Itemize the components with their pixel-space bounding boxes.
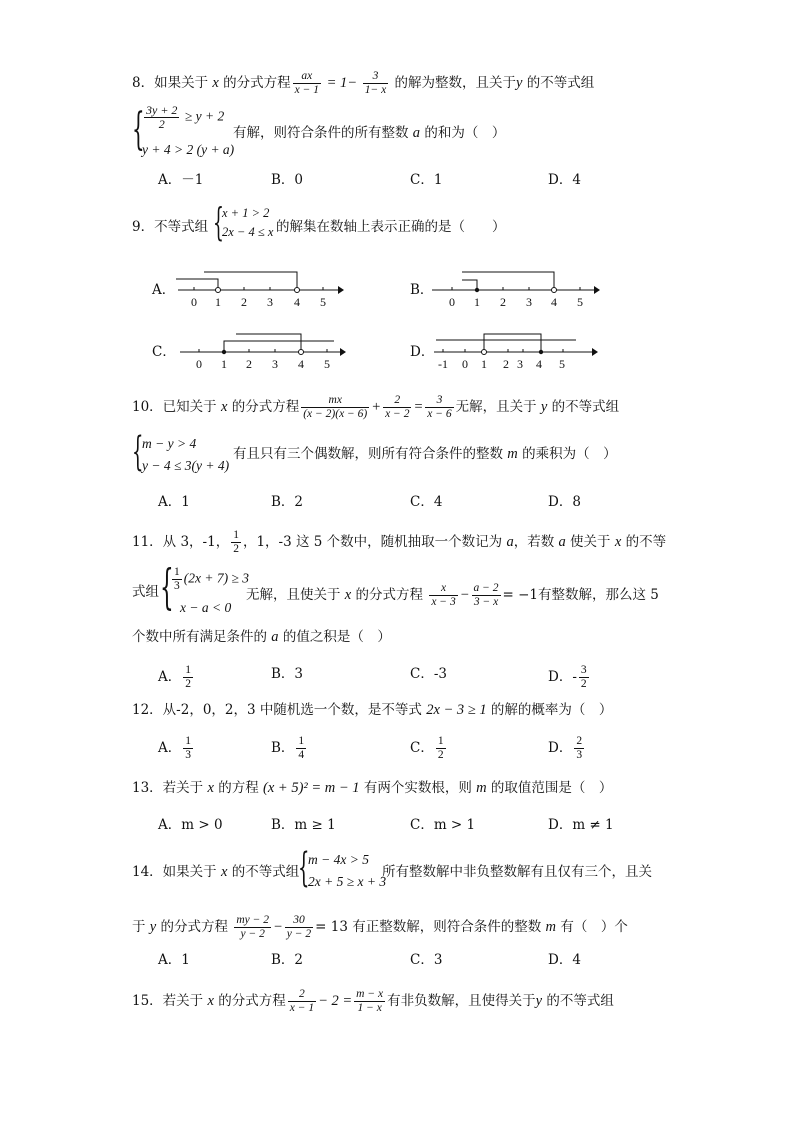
- q11-text: 的不等: [621, 534, 667, 550]
- q11-option-c[interactable]: C．-3: [410, 666, 447, 682]
- q8-text: 的解为整数，且关于: [390, 75, 516, 91]
- var-x: x: [212, 75, 219, 91]
- q12-text: 12．从-2，0，2，3 中随机选一个数，是不等式: [132, 702, 427, 718]
- q14-stem: [132, 862, 299, 882]
- fraction: [183, 664, 193, 691]
- option-label: B．: [271, 740, 295, 756]
- denominator: 2: [437, 749, 444, 761]
- q8-text: 有解，则符合条件的所有整数: [233, 125, 413, 141]
- q8-text: 的不等式组: [522, 75, 595, 91]
- fraction: [234, 914, 271, 941]
- q8-option-b[interactable]: B．0: [271, 172, 304, 188]
- var-x: x: [207, 780, 214, 796]
- operator: −: [459, 587, 470, 603]
- q12-text: 的解的概率为（ ）: [486, 702, 613, 718]
- tick-label: 2: [246, 357, 252, 371]
- tick-label: 3: [517, 357, 523, 371]
- var-x: x: [344, 587, 352, 603]
- denominator: x − 6: [427, 408, 452, 420]
- tick-label: 4: [551, 295, 557, 309]
- q11-text: 11．从 3，-1，: [132, 534, 230, 550]
- q9-option-d-label[interactable]: D．: [410, 344, 435, 360]
- tick-label: 4: [536, 357, 542, 371]
- tick-label: 1: [481, 357, 487, 371]
- denominator: 3: [185, 749, 191, 761]
- q8-text: 的分式方程: [218, 75, 291, 91]
- q11-text: = −1有整数解，那么这 5: [502, 587, 659, 603]
- denominator: 2: [580, 678, 587, 690]
- q8-option-d[interactable]: D．4: [548, 172, 581, 188]
- tick-label: 0: [449, 295, 455, 309]
- tick-label: 2: [503, 357, 509, 371]
- q8-stem: [132, 70, 594, 97]
- option-label: A．: [158, 669, 182, 685]
- tick-label: 5: [559, 357, 565, 371]
- q11-line2-prefix: 式组: [132, 584, 159, 600]
- tick-label: 3: [267, 295, 273, 309]
- q10-text: 的不等式组: [547, 399, 620, 415]
- fraction: [383, 394, 411, 421]
- q10-option-a[interactable]: A．1: [158, 494, 190, 510]
- q10-system-line-1: m − y > 4: [142, 436, 197, 451]
- q10-option-b[interactable]: B．2: [271, 494, 304, 510]
- q10-stem: [132, 394, 619, 421]
- q9-number-line-b[interactable]: [428, 262, 603, 312]
- tick-label: -1: [438, 357, 448, 371]
- q9-number-line-a[interactable]: [170, 262, 345, 312]
- numerator: a − 2: [473, 582, 499, 594]
- q14-text: 有（ ）个: [556, 919, 628, 935]
- tick-label: 1: [215, 295, 221, 309]
- denominator: 3: [174, 580, 180, 592]
- q15-text: 有非负数解，且使得关于: [387, 993, 536, 1009]
- denominator: y − 2: [286, 928, 312, 940]
- tick-label: 0: [462, 357, 468, 371]
- operator: +: [371, 399, 382, 415]
- var-m: m: [507, 446, 518, 462]
- q11-text: ，1，-3 这 5 个数中，随机抽取一个数记为: [242, 534, 507, 550]
- q11-option-d[interactable]: [548, 664, 591, 691]
- numerator: 3y + 2: [146, 103, 178, 117]
- q12-option-b[interactable]: [271, 735, 308, 762]
- q8-text: 8．如果关于: [132, 75, 213, 91]
- q8-system-line-1: [142, 104, 224, 131]
- fraction: [574, 735, 584, 762]
- var-a: a: [412, 125, 421, 141]
- tick-label: 5: [320, 295, 326, 309]
- fraction: [363, 70, 389, 97]
- q14-line2: [132, 914, 628, 941]
- numerator: 1: [233, 529, 239, 541]
- denominator: 4: [298, 749, 305, 761]
- operator: −: [273, 919, 283, 935]
- numerator: 2: [383, 394, 411, 408]
- q13-stem: [132, 778, 612, 798]
- system-brace: {: [132, 104, 145, 155]
- q15-stem: [132, 988, 614, 1015]
- q14-system-line-2: 2x + 5 ≥ x + 3: [308, 874, 387, 889]
- denominator: x − 3: [431, 596, 456, 608]
- denominator: y − 2: [240, 928, 265, 940]
- inequality-text: 2x − 3 ≥ 1: [426, 702, 487, 718]
- q11-option-b[interactable]: B．3: [271, 666, 304, 682]
- q14-stem-post: 所有整数解中非负整数解有且仅有三个，且关: [382, 864, 652, 880]
- denominator: (x − 2)(x − 6): [303, 408, 368, 420]
- q11-option-a[interactable]: [158, 664, 195, 691]
- q8-option-a[interactable]: A．－1: [158, 172, 204, 188]
- q10-text: 无解，且关于: [455, 399, 541, 415]
- var-x: x: [220, 399, 228, 415]
- var-a: a: [271, 629, 279, 645]
- q10-text: 10．已知关于: [132, 399, 221, 415]
- var-y: y: [535, 993, 543, 1009]
- fraction: [183, 735, 193, 762]
- tick-label: 5: [324, 357, 330, 371]
- tick-label: 4: [298, 357, 304, 371]
- fraction: [354, 988, 385, 1015]
- denominator: 3: [576, 749, 583, 761]
- inequality-text: ≥ y + 2: [181, 108, 225, 124]
- fraction: [285, 914, 313, 941]
- q11-text: 的值之积是（ ）: [278, 629, 391, 645]
- denominator: x − 1: [294, 84, 319, 96]
- denominator: 2: [185, 678, 191, 690]
- fraction: [288, 988, 316, 1015]
- operator: =: [413, 399, 424, 415]
- var-x: x: [614, 534, 622, 550]
- q14-option-b[interactable]: B．2: [271, 952, 304, 968]
- q12-stem: [132, 700, 612, 720]
- tick-label: 1: [474, 295, 480, 309]
- operator: − 2 =: [318, 993, 353, 1009]
- system-brace: {: [298, 845, 310, 891]
- equation-text: = 1−: [323, 75, 361, 91]
- var-a: a: [506, 534, 514, 550]
- numerator: m − x: [356, 988, 384, 1000]
- tick-label: 2: [500, 295, 506, 309]
- denominator: 3 − x: [473, 596, 499, 608]
- q12-option-c[interactable]: [410, 735, 448, 762]
- fraction: [429, 582, 457, 609]
- q9-option-c-label[interactable]: C．: [152, 344, 176, 360]
- q10-text: 有且只有三个偶数解，则所有符合条件的整数: [233, 446, 508, 462]
- q9-system-line-2: 2x − 4 ≤ x: [222, 225, 274, 239]
- tick-label: 2: [241, 295, 247, 309]
- q12-option-d[interactable]: [548, 735, 586, 762]
- q14-text: = 13 有正整数解，则符合条件的整数: [315, 919, 546, 935]
- q14-text: 14．如果关于: [132, 864, 221, 880]
- q10-text: 的乘积为（ ）: [517, 446, 617, 462]
- q9-number-line-d[interactable]: [430, 324, 605, 374]
- inequality-text: (2x + 7) ≥ 3: [183, 570, 250, 586]
- fraction: [425, 394, 453, 421]
- q9-stem: [132, 217, 208, 237]
- q15-text: 15．若关于: [132, 993, 208, 1009]
- q15-text: 的不等式组: [542, 993, 614, 1009]
- q10-option-d[interactable]: D．8: [548, 494, 581, 510]
- tick-label: 4: [294, 295, 300, 309]
- q8-condition: [233, 123, 505, 143]
- var-a: a: [558, 534, 566, 550]
- q13-text: 的取值范围是（ ）: [486, 780, 613, 796]
- denominator: x − 2: [385, 408, 410, 420]
- q13-text: 的方程: [213, 780, 264, 796]
- fraction: [301, 394, 369, 421]
- q11-line3: [132, 627, 391, 647]
- q9-text: 9．不等式组: [132, 219, 209, 235]
- numerator: 3: [580, 664, 587, 676]
- system-brace: {: [160, 559, 174, 615]
- option-label: C．: [410, 740, 434, 756]
- numerator: 3: [425, 394, 453, 408]
- numerator: ax: [293, 70, 321, 84]
- q13-text: 有两个实数根，则: [359, 780, 477, 796]
- fraction: [472, 582, 501, 609]
- q13-option-a[interactable]: A．m > 0: [158, 817, 223, 833]
- numerator: 3: [363, 70, 389, 84]
- q11-text: 的分式方程: [351, 587, 428, 603]
- fraction: [293, 70, 321, 97]
- numerator: 1: [298, 735, 305, 747]
- system-brace: {: [213, 200, 224, 244]
- fraction: [144, 104, 179, 131]
- numerator: 1: [185, 735, 191, 747]
- q13-option-c[interactable]: C．m > 1: [410, 817, 476, 833]
- q8-system-line-2: y + 4 > 2 (y + a): [142, 142, 235, 157]
- q10-option-c[interactable]: C．4: [410, 494, 443, 510]
- q9-option-b-label[interactable]: B．: [410, 282, 434, 298]
- fraction: [172, 566, 182, 593]
- numerator: 2: [288, 988, 316, 1002]
- option-label: A．: [158, 740, 182, 756]
- q10-text: 的分式方程: [227, 399, 300, 415]
- q9-stem-post: 的解集在数轴上表示正确的是（ ）: [276, 219, 506, 235]
- q8-text: 的和为（ ）: [420, 125, 506, 141]
- q14-text: 于: [132, 919, 150, 935]
- q11-system-line-1: [170, 566, 249, 593]
- system-brace: {: [132, 429, 144, 475]
- var-x: x: [207, 993, 214, 1009]
- q11-text: 使关于: [565, 534, 615, 550]
- option-label: D．-: [548, 669, 577, 685]
- var-m: m: [476, 780, 487, 796]
- q14-system-line-1: m − 4x > 5: [308, 852, 369, 867]
- numerator: mx: [301, 394, 369, 408]
- var-y: y: [149, 919, 157, 935]
- tick-label: 3: [272, 357, 278, 371]
- q10-system-line-2: y − 4 ≤ 3(y + 4): [142, 458, 230, 473]
- equation-text: (x + 5)² = m − 1: [263, 780, 360, 796]
- q11-text: ，若数: [513, 534, 559, 550]
- q12-option-a[interactable]: [158, 735, 195, 762]
- q11-stem: [132, 529, 666, 556]
- q13-option-d[interactable]: D．m ≠ 1: [548, 817, 614, 833]
- q13-option-b[interactable]: B．m ≥ 1: [271, 817, 336, 833]
- numerator: 2: [576, 735, 583, 747]
- q14-text: 的分式方程: [156, 919, 233, 935]
- tick-label: 1: [221, 357, 227, 371]
- tick-label: 3: [526, 295, 532, 309]
- q11-text: 无解，且使关于: [246, 587, 345, 603]
- q15-text: 的分式方程: [213, 993, 286, 1009]
- q10-condition: [233, 444, 617, 464]
- denominator: 2: [233, 543, 239, 555]
- denominator: x − 1: [289, 1002, 315, 1014]
- option-label: D．: [548, 740, 573, 756]
- q14-option-a[interactable]: A．1: [158, 952, 190, 968]
- q9-option-a-label[interactable]: A．: [152, 282, 176, 298]
- tick-label: 5: [577, 295, 583, 309]
- numerator: 1: [174, 566, 180, 578]
- fraction: [436, 735, 446, 762]
- fraction: [231, 529, 241, 556]
- tick-label: 0: [191, 295, 197, 309]
- denominator: 2: [158, 117, 165, 131]
- denominator: 1− x: [364, 84, 387, 96]
- numerator: my − 2: [236, 914, 269, 926]
- q11-text: 个数中所有满足条件的: [132, 629, 272, 645]
- numerator: x: [429, 582, 457, 596]
- q14-option-c[interactable]: C．3: [410, 952, 443, 968]
- q14-text: 的不等式组: [227, 864, 300, 880]
- fraction: [296, 735, 306, 762]
- numerator: 1: [185, 664, 191, 676]
- q8-option-c[interactable]: C．1: [410, 172, 443, 188]
- q11-line2: [246, 582, 659, 609]
- var-y: y: [540, 399, 548, 415]
- numerator: 30: [285, 914, 313, 928]
- var-m: m: [545, 919, 557, 935]
- tick-label: 0: [196, 357, 202, 371]
- var-x: x: [220, 864, 228, 880]
- denominator: 1 − x: [357, 1002, 382, 1014]
- fraction: [579, 664, 589, 691]
- q9-number-line-c[interactable]: [176, 324, 351, 374]
- q9-system-line-1: x + 1 > 2: [222, 206, 270, 220]
- q13-text: 13．若关于: [132, 780, 208, 796]
- q14-option-d[interactable]: D．4: [548, 952, 581, 968]
- numerator: 1: [437, 735, 444, 747]
- q11-system-line-2: x − a < 0: [180, 600, 232, 615]
- var-y: y: [516, 75, 523, 91]
